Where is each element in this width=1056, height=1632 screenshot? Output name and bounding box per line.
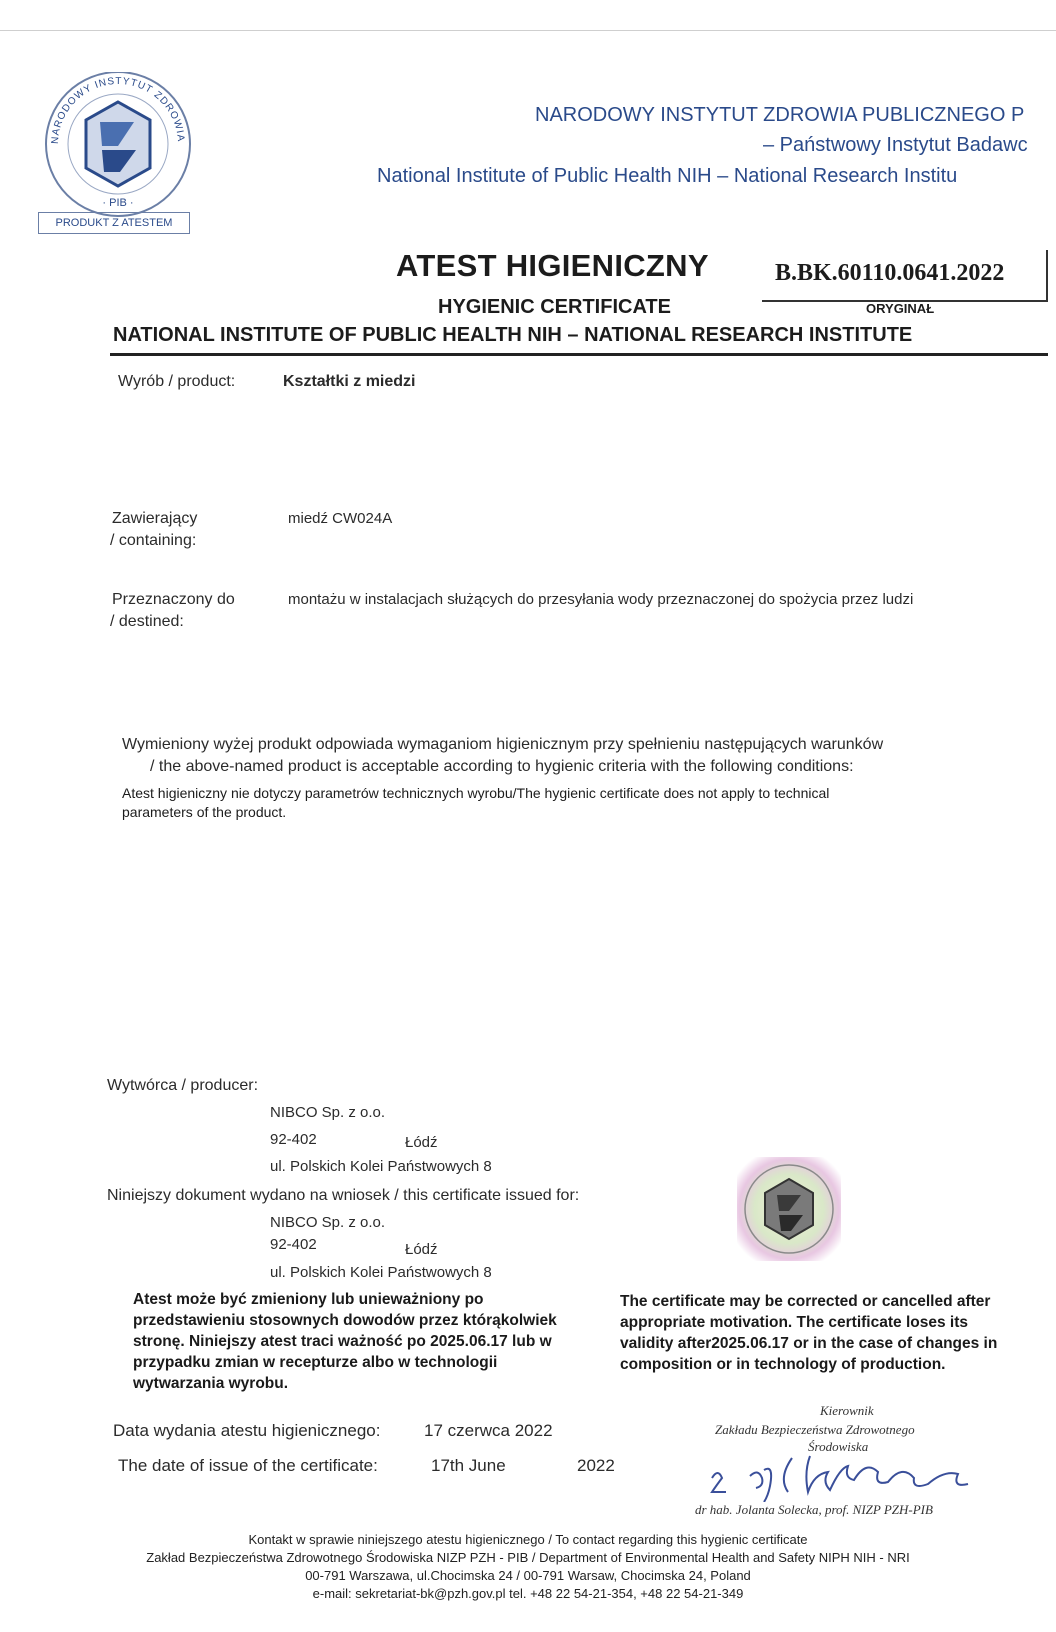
signature-title-3: Środowiska xyxy=(808,1439,869,1454)
hologram-icon xyxy=(733,1153,845,1265)
producer-label: Wytwórca / producer: xyxy=(107,1077,259,1094)
certificate-title-en: HYGIENIC CERTIFICATE xyxy=(438,296,671,318)
conditions-pl: Wymieniony wyżej produkt odpowiada wymaganiom higienicznym przy spełnieniu następujących warunków xyxy=(122,736,884,753)
original-label: ORYGINAŁ xyxy=(866,301,935,316)
issue-date-day-en: 17th June xyxy=(431,1456,506,1475)
footer-address: 00-791 Warszawa, ul.Chocimska 24 / 00-791 Warsaw, Chocimska 24, Poland xyxy=(305,1568,751,1583)
signature-title-2: Zakładu Bezpieczeństwa Zdrowotnego xyxy=(715,1422,915,1437)
issued-for-street: ul. Polskich Kolei Państwowych 8 xyxy=(270,1264,492,1281)
conditions-en: / the above-named product is acceptable according to hygienic criteria with the following conditions: xyxy=(150,758,854,775)
validity-en: The certificate may be corrected or cancelled after appropriate motivation. The certificate loses its validity after2025.06.17 or in the case of changes in composition or in technology of production. xyxy=(620,1293,998,1373)
hologram-seal xyxy=(733,1153,845,1265)
scan-top-edge xyxy=(0,30,1056,31)
logo-pib: · PIB · xyxy=(102,197,134,209)
signature-title-1: Kierownik xyxy=(820,1403,874,1418)
product-label: Wyrób / product: xyxy=(118,373,236,390)
producer-street: ul. Polskich Kolei Państwowych 8 xyxy=(270,1158,492,1175)
institute-name-pl: NARODOWY INSTYTUT ZDROWIA PUBLICZNEGO P xyxy=(535,104,1025,126)
destined-label-en: / destined: xyxy=(110,613,184,630)
containing-label-pl: Zawierający xyxy=(112,510,198,527)
footer-department: Zakład Bezpieczeństwa Zdrowotnego Środowiska NIZP PZH - PIB / Department of Environmental Health and Safety NIPH NIH - NRI xyxy=(146,1550,910,1565)
validity-pl: Atest może być zmieniony lub unieważniony po przedstawieniu stosownych dowodów przez którąkolwiek stronę. Niniejszy atest traci ważność po 2025.06.17 lub w przypadku zmian w recepturze albo w technologii wytwarzania wyrobu. xyxy=(133,1291,557,1392)
producer-city: Łódź xyxy=(405,1134,438,1151)
signatory-name: dr hab. Jolanta Solecka, prof. NIZP PZH-PIB xyxy=(695,1502,933,1517)
destined-value: montażu w instalacjach służących do przesyłania wody przeznaczonej do spożycia przez ludzi xyxy=(288,591,914,608)
footer-contact: Kontakt w sprawie niniejszego atestu higienicznego / To contact regarding this hygienic certificate xyxy=(248,1532,808,1547)
issue-date-label-en: The date of issue of the certificate: xyxy=(118,1456,378,1475)
certificate-title-pl: ATEST HIGIENICZNY xyxy=(396,248,709,283)
issued-for-postcode: 92-402 xyxy=(270,1236,317,1253)
destined-label-pl: Przeznaczony do xyxy=(112,591,235,608)
logo-badge: PRODUKT Z ATESTEM xyxy=(38,212,190,234)
issue-date-label-pl: Data wydania atestu higienicznego: xyxy=(113,1421,381,1440)
issued-for-city: Łódź xyxy=(405,1241,438,1258)
footer-email-phone: e-mail: sekretariat-bk@pzh.gov.pl tel. +48 22 54-21-354, +48 22 54-21-349 xyxy=(312,1586,744,1601)
containing-value: miedź CW024A xyxy=(288,510,393,527)
institute-subtitle-pl: – Państwowy Instytut Badawc xyxy=(763,134,1028,156)
conditions-note-2: parameters of the product. xyxy=(122,804,287,820)
issue-date-year-en: 2022 xyxy=(577,1456,615,1475)
institute-name-en: National Institute of Public Health NIH – National Research Institu xyxy=(377,165,958,187)
issued-for-label: Niniejszy dokument wydano na wniosek / this certificate issued for: xyxy=(107,1187,580,1204)
product-value: Kształtki z miedzi xyxy=(283,373,416,390)
producer-name: NIBCO Sp. z o.o. xyxy=(270,1104,386,1121)
signature-scribble-icon xyxy=(700,1450,1020,1502)
containing-label-en: / containing: xyxy=(110,532,197,549)
producer-postcode: 92-402 xyxy=(270,1131,317,1148)
handwritten-signature xyxy=(700,1450,1020,1502)
logo-ring-text: NARODOWY INSTYTUT ZDROWIA xyxy=(49,75,187,145)
certificate-number: B.BK.60110.0641.2022 xyxy=(775,260,1005,286)
header-rule xyxy=(110,353,1048,356)
issue-date-value-pl: 17 czerwca 2022 xyxy=(424,1421,553,1440)
issued-for-name: NIBCO Sp. z o.o. xyxy=(270,1214,386,1231)
pzh-logo xyxy=(38,72,198,242)
conditions-note-1: Atest higieniczny nie dotyczy parametrów technicznych wyrobu/The hygienic certificate does not apply to technical xyxy=(122,785,830,801)
institute-banner-en: NATIONAL INSTITUTE OF PUBLIC HEALTH NIH – NATIONAL RESEARCH INSTITUTE xyxy=(113,324,913,346)
